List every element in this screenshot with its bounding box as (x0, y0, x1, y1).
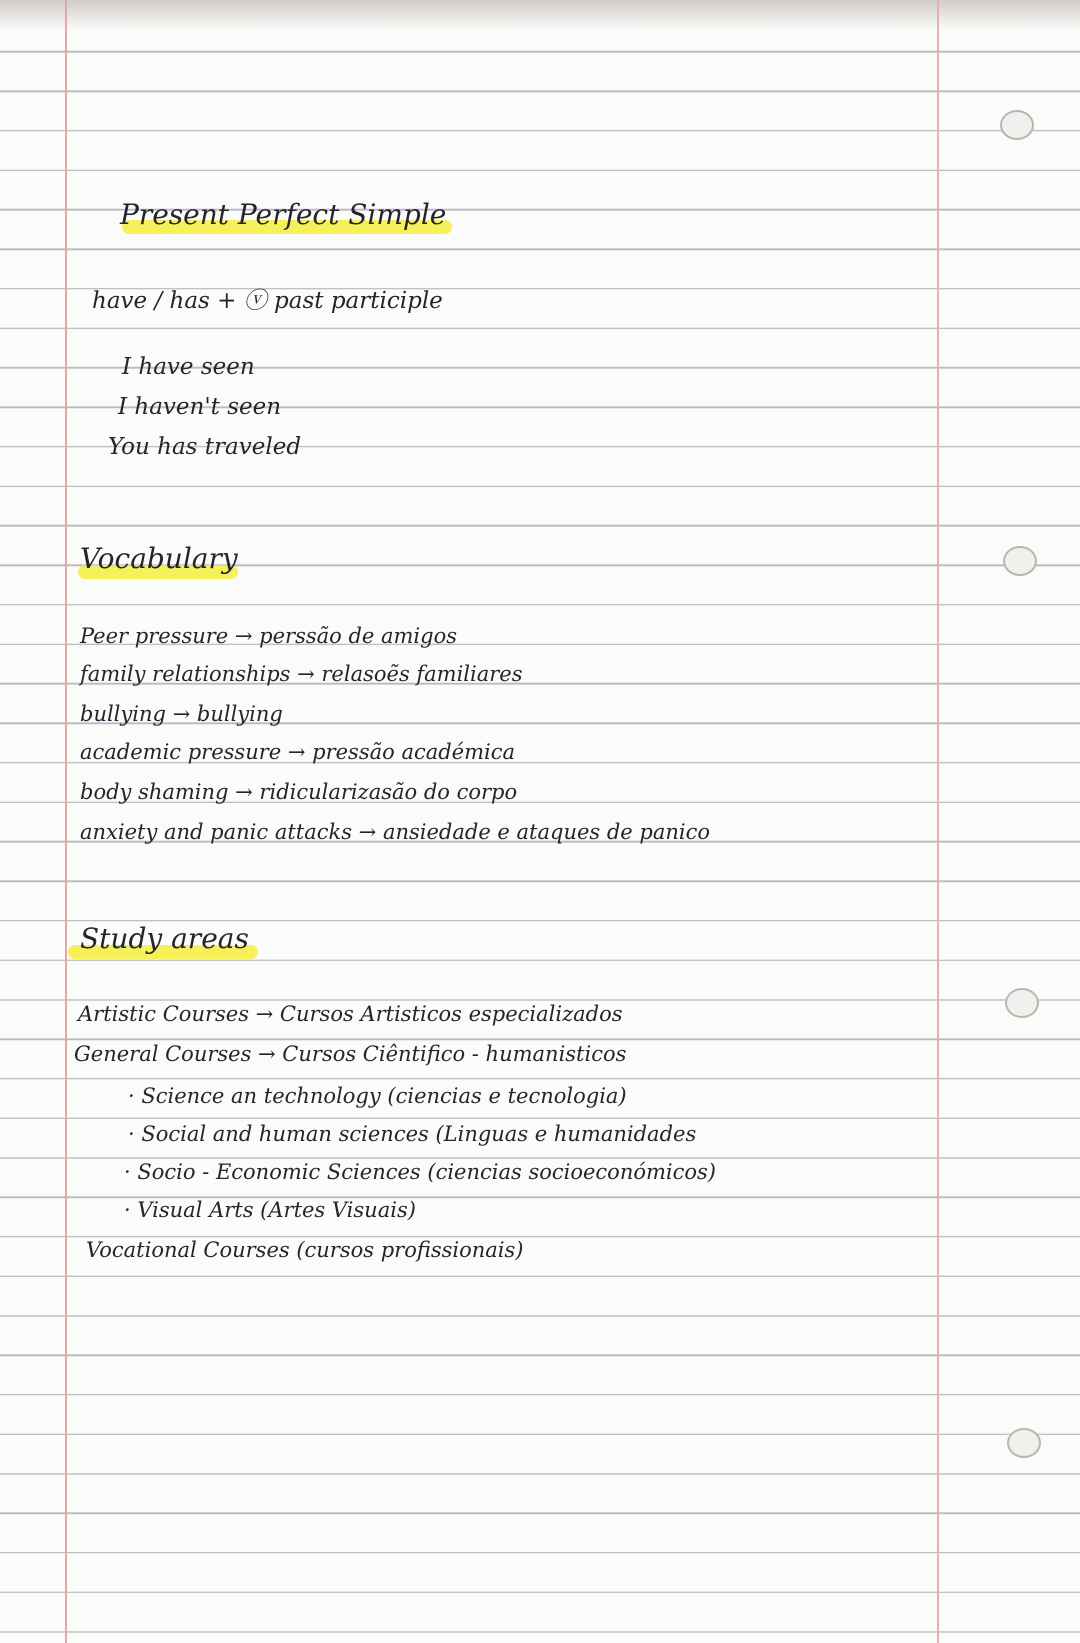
page-top-shadow (0, 0, 1080, 30)
binder-hole-4 (1007, 1428, 1041, 1458)
section-title-present-perfect: Present Perfect Simple (120, 198, 447, 231)
grammar-formula: have / has + ⓥ past participle (92, 288, 443, 314)
vocabulary-item: anxiety and panic attacks → ansiedade e ataques de panico (80, 820, 710, 844)
vocabulary-item: family relationships → relasoẽs familiares (80, 662, 523, 686)
example-line: I have seen (122, 354, 255, 380)
study-area-item: General Courses → Cursos Ciêntifico - humanisticos (74, 1042, 627, 1066)
study-area-item: Vocational Courses (cursos profissionais) (86, 1238, 524, 1262)
example-line: You has traveled (108, 434, 302, 460)
section-title-study-areas: Study areas (80, 922, 249, 955)
vocabulary-item: Peer pressure → perssão de amigos (80, 624, 458, 648)
vocabulary-item: bullying → bullying (80, 702, 283, 726)
vocabulary-item: body shaming → ridicularizasão do corpo (80, 780, 518, 804)
binder-hole-2 (1003, 546, 1037, 576)
study-area-subitem: · Science an technology (ciencias e tecnologia) (128, 1084, 627, 1108)
left-margin-line (65, 0, 67, 1643)
study-area-subitem: · Socio - Economic Sciences (ciencias socioeconómicos) (124, 1160, 716, 1184)
right-margin-line (937, 0, 939, 1643)
binder-hole-3 (1005, 988, 1039, 1018)
study-area-subitem: · Visual Arts (Artes Visuais) (124, 1198, 416, 1222)
study-area-subitem: · Social and human sciences (Linguas e humanidades (128, 1122, 697, 1146)
section-title-vocabulary: Vocabulary (80, 542, 238, 575)
example-line: I haven't seen (118, 394, 282, 420)
vocabulary-item: academic pressure → pressão académica (80, 740, 516, 764)
binder-hole-1 (1000, 110, 1034, 140)
study-area-item: Artistic Courses → Cursos Artisticos especializados (78, 1002, 623, 1026)
